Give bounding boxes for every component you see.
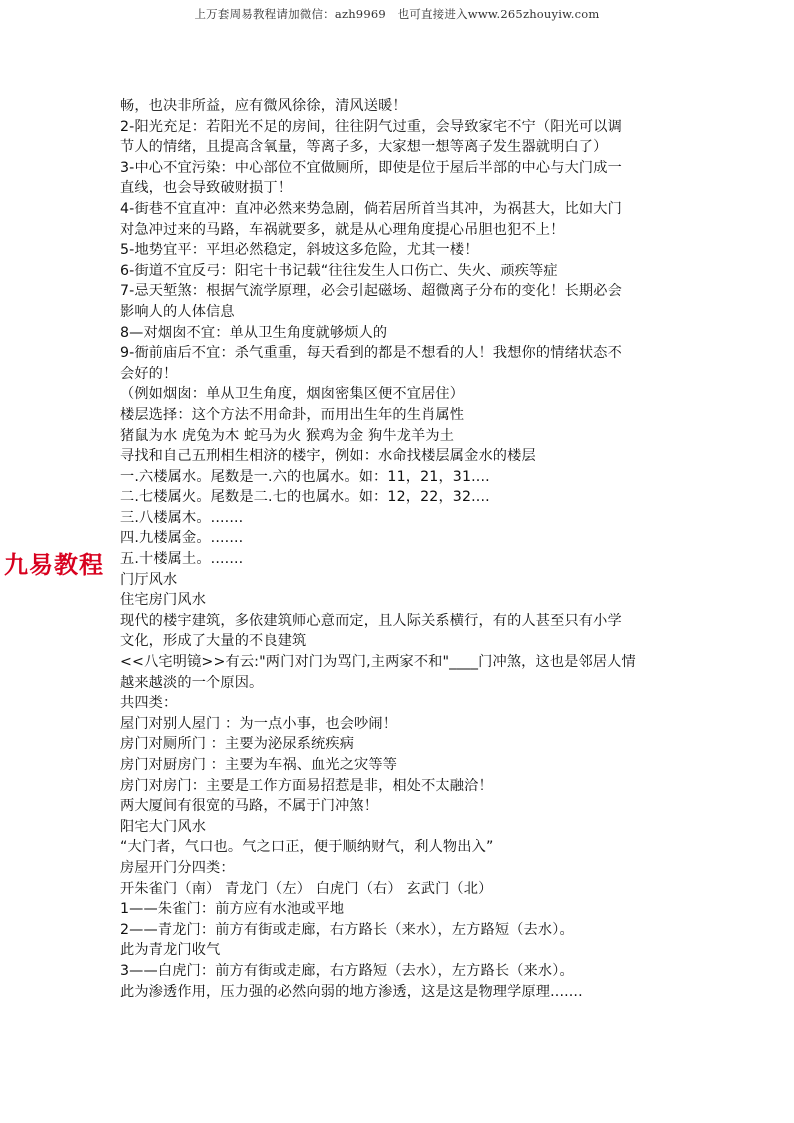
text-line: 共四类： [120,695,178,712]
text-line: 6-街道不宜反弓：阳宅十书记载“往往发生人口伤亡、失火、顽疾等症 [120,262,558,279]
text-line: 3-中心不宜污染：中心部位不宜做厕所，即使是位于屋后半部的中心与大门成一 [120,159,622,176]
text-line: 房门对厕所门 ：主要为泌尿系统疾病 [120,736,355,753]
text-line: 2——青龙门：前方有街或走廊，右方路长（来水），左方路短（去水）。 [120,921,574,938]
text-line: 9-衙前庙后不宜：杀气重重，每天看到的都是不想看的人！我想你的情绪状态不 [120,345,622,362]
text-line: 五.十楼属土。....... [120,551,244,568]
text-line: 一.六楼属水。尾数是一.六的也属水。如：11，21，31.... [120,468,490,485]
text-line: 此为渗透作用，压力强的必然向弱的地方渗透，这是这是物理学原理....... [120,983,583,1000]
text-line: （例如烟囱：单从卫生角度，烟囱密集区便不宜居住） [120,386,465,403]
text-line: 阳宅大门风水 [120,818,207,835]
text-line: 对急冲过来的马路，车祸就要多，就是从心理角度提心吊胆也犯不上！ [120,221,565,238]
text-line: 屋门对别人屋门 ：为一点小事，也会吵闹！ [120,715,398,732]
text-line: 1——朱雀门：前方应有水池或平地 [120,901,345,918]
text-line: 此为青龙门收气 [120,942,221,959]
text-line: 现代的楼宇建筑，多依建筑师心意而定，且人际关系横行，有的人甚至只有小学 [120,612,622,629]
text-line: 越来越淡的一个原因。 [120,674,264,691]
text-line: 房屋开门分四类： [120,859,235,876]
text-line: 开朱雀门（南） 青龙门（左） 白虎门（右） 玄武门（北） [120,880,493,897]
text-line: 房门对厨房门 ：主要为车祸、血光之灾等等 [120,757,398,773]
text-line: 四.九楼属金。....... [120,530,244,547]
text-line: 3——白虎门：前方有街或走廊，右方路短（去水），左方路长（来水）。 [120,962,574,979]
document-body [120,96,680,1002]
text-line: 门厅风水 [120,571,178,588]
text-line: “大门者，气口也。气之口正，便于顺纳财气，利人物出入” [120,839,494,856]
text-line: 寻找和自己五刑相生相济的楼宇，例如：水命找楼层属金水的楼层 [120,448,536,465]
text-line: 影响人的人体信息 [120,303,235,320]
text-line: 直线，也会导致破财损丁！ [120,180,293,197]
text-line: 楼层选择：这个方法不用命卦，而用出生年的生肖属性 [120,406,465,423]
text-line: 会好的！ [120,365,178,382]
text-line: 2-阳光充足：若阳光不足的房间，往往阴气过重，会导致家宅不宁（阳光可以调 [120,118,622,135]
watermark-logo: 九易教程 [4,551,104,579]
text-line: <<八宅明镜>>有云:"两门对门为骂门,主两家不和"____门冲煞，这也是邻居人情 [120,654,636,671]
text-line: 二.七楼属火。尾数是二.七的也属水。如：12，22，32.... [120,489,490,506]
text-line: 8—对烟囱不宜：单从卫生角度就够烦人的 [120,324,388,341]
text-line: 文化，形成了大量的不良建筑 [120,633,307,650]
text-line: 5-地势宜平：平坦必然稳定，斜坡这多危险，尤其一楼！ [120,242,479,259]
text-line: 4-街巷不宜直冲：直冲必然来势急剧，倘若居所首当其冲，为祸甚大，比如大门 [120,200,622,217]
text-line: 畅，也决非所益，应有微风徐徐，清风送暖！ [120,98,407,114]
text-line: 节人的情绪，且提高含氧量，等离子多，大家想一想等离子发生器就明白了） [120,139,608,156]
text-line: 猪鼠为水 虎兔为木 蛇马为火 猴鸡为金 狗牛龙羊为土 [120,427,455,444]
text-line: 7-忌天堑煞：根据气流学原理，必会引起磁场、超微离子分布的变化！长期必会 [120,283,622,300]
text-line: 三.八楼属木。....... [120,509,244,526]
text-line: 两大厦间有很宽的马路，不属于门冲煞！ [120,798,379,815]
text-line: 房门对房门：主要是工作方面易招惹是非，相处不太融洽！ [120,777,493,794]
text-line: 住宅房门风水 [120,592,207,609]
page-header: 上万套周易教程请加微信：azh9969 也可直接进入www.265zhouyiw.com [194,7,600,21]
